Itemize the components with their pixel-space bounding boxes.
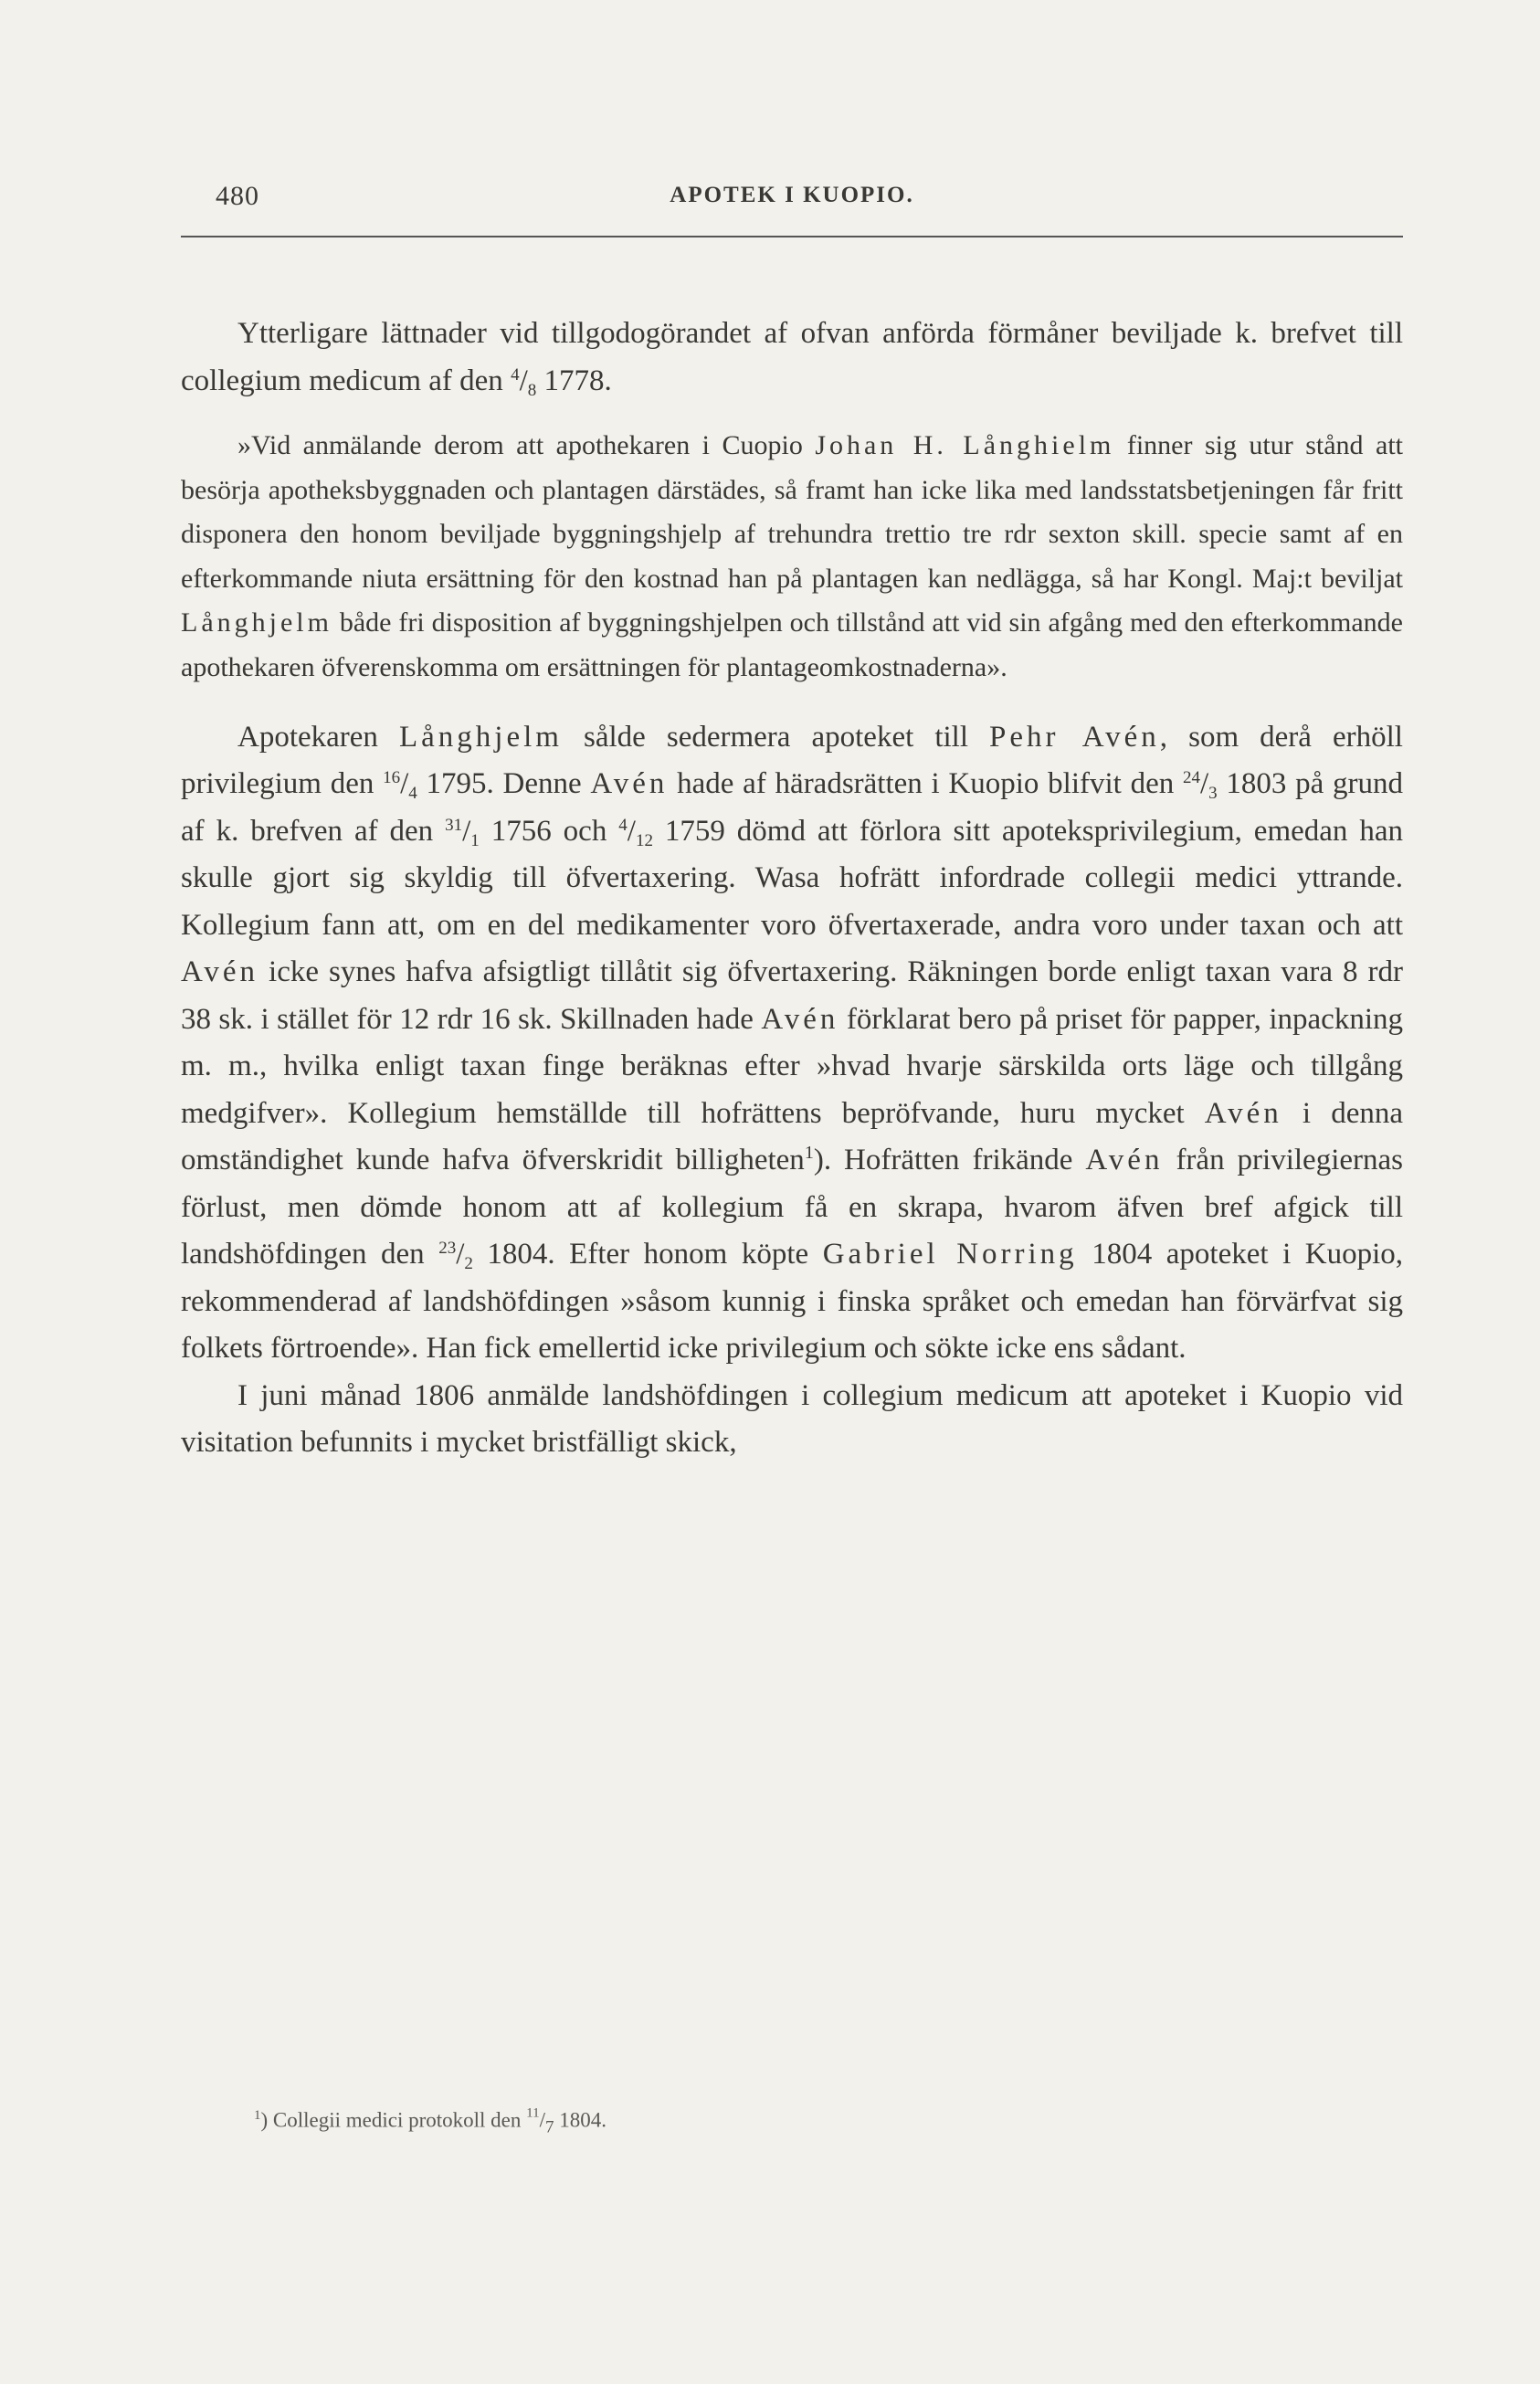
running-title: APOTEK I KUOPIO. (670, 183, 914, 207)
person-name: Långhjelm (181, 607, 332, 638)
person-name: Pehr Avén (989, 720, 1160, 754)
book-page (181, 174, 1404, 2137)
page-body (181, 311, 1403, 1467)
paragraph-3: Apotekaren Långhjelm sålde sedermera apoteket till Pehr Avén, som derå erhöll privilegium den $^{16}/_4$ 1795. Denne Avén hade af häradsrätten i Kuopio blifvit den $^{24}/_3$ 1803 på grund af k. brefven af den $^{31}/_1$ 1756 och $^4/_{12}$ 1759 dömd att förlora sitt apoteksprivilegium, emedan han skulle gjort sig skyldig till öfvertaxering. Wasa hofrätt infordrade collegii medici yttrande. Kollegium fann att, om en del medikamenter voro öfvertaxerade, andra voro under taxan och att Avén icke synes hafva afsigtligt tillåtit sig öfvertaxering. Räkningen borde enligt taxan vara 8 rdr 38 sk. i stället för 12 rdr 16 sk. Skillnaden hade Avén förklarat bero på priset för papper, inpackning m. m., hvilka enligt taxan finge beräknas efter »hvad hvarje särskilda orts läge och tillgång medgifver». Kollegium hemställde till hofrättens bepröfvande, huru mycket Avén i denna omständighet kunde hafva öfverskridit billigheten$^1$). Hofrätten frikände Avén från privilegiernas förlust, men dömde honom att af kollegium få en skrapa, hvarom äfven bref afgick till landshöfdingen den $^{23}/_2$ 1804. Efter honom köpte Gabriel Norring 1804 apoteket i Kuopio, rekommenderad af landshöfdingen »såsom kunnig i finska språket och emedan han förvärfvat sig folkets förtroende». Han fick emellertid icke privilegium och sökte icke ens sådant. (181, 720, 1404, 1366)
footnote-reference: 1 (804, 1143, 814, 1164)
page-header (181, 174, 1403, 228)
person-name: Avén (590, 767, 669, 801)
paragraph-4: I juni månad 1806 anmälde landshöfdingen i collegium medicum att apoteket i Kuopio vid visitation befunnits i mycket bristfälligt skick, (181, 1378, 1403, 1460)
person-name: Avén (1204, 1096, 1282, 1130)
person-name: Johan H. Långhielm (815, 430, 1115, 460)
person-name: Avén (761, 1002, 839, 1036)
person-name: Avén (181, 955, 259, 989)
footnote: $^1$) Collegii medici protokoll den $^{11}/_7$ 1804. (254, 2105, 607, 2137)
person-name: Långhjelm (398, 720, 563, 754)
person-name: Gabriel Norring (822, 1238, 1078, 1271)
quoted-paragraph: »Vid anmälande derom att apothekaren i Cuopio Johan H. Långhielm finner sig utur stånd att besörja apotheksbyggnaden och plantagen därstädes, så framt han icke lika med landsstatsbetjeningen får fritt disponera den honom beviljade byggningshjelp af trehundra trettio tre rdr sexton skill. specie samt af en efterkommande niuta ersättning för den kostnad han på plantagen kan nedlägga, så har Kongl. Maj:t beviljat Långhjelm både fri disposition af byggningshjelpen och tillstånd att vid sin afgång med den efterkommande apothekaren öfverenskomma om ersättningen för plantageomkostnaderna». (181, 430, 1403, 682)
footnote-marker: 1 (254, 2108, 261, 2123)
header-rule (181, 236, 1403, 237)
person-name: Avén (1085, 1144, 1164, 1177)
paragraph-1: Ytterligare lättnader vid tillgodogörandet af ofvan anförda förmåner beviljade k. brefvet till collegium medicum af den $^4/_8$ 1778. (181, 317, 1403, 400)
page-number: 480 (216, 181, 259, 211)
